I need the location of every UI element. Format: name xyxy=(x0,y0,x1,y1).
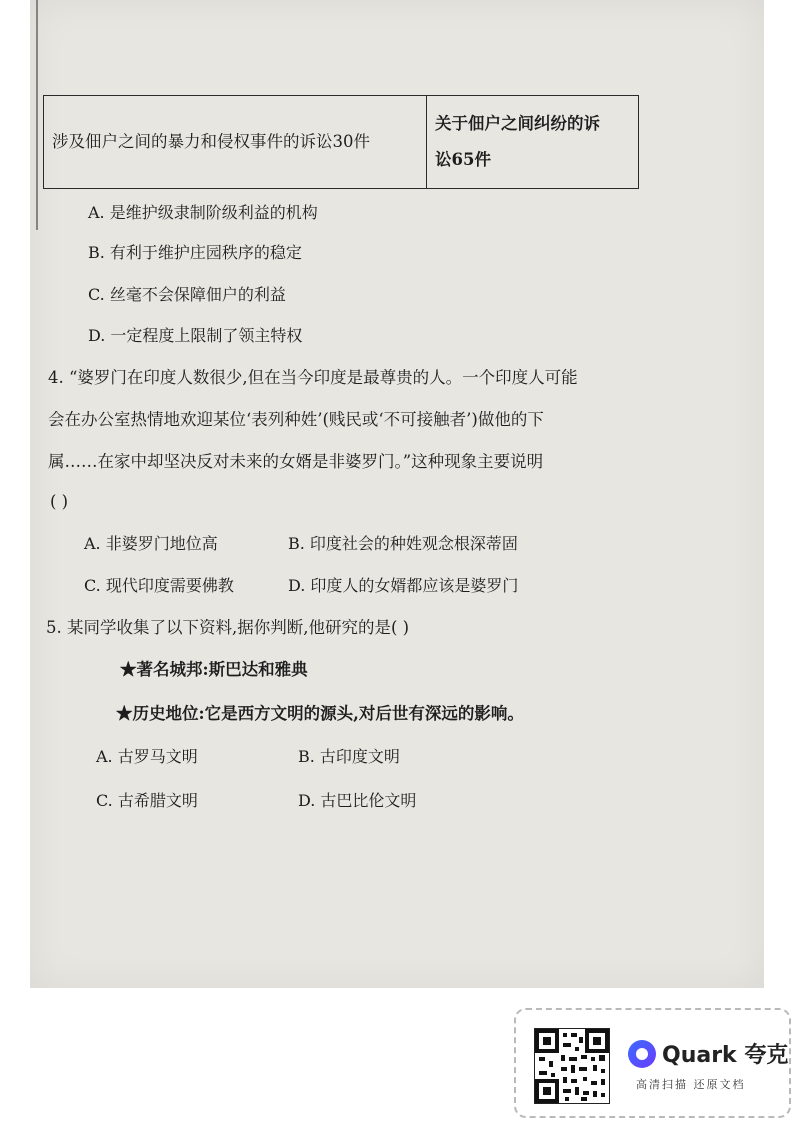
table-cell-disputes xyxy=(427,96,638,188)
q5-fact-historical-status: ★历史地位:它是西方文明的源头,对后世有深远的影响。 xyxy=(116,704,524,723)
q4-option-d: D. 印度人的女婿都应该是婆罗门 xyxy=(288,576,519,595)
q4-stem-line1: 4. “婆罗门在印度人数很少,但在当今印度是最尊贵的人。一个印度人可能 xyxy=(48,368,578,387)
q5-option-d: D. 古巴比伦文明 xyxy=(298,791,417,810)
q5-option-a: A. 古罗马文明 xyxy=(96,747,198,766)
table-cell-disputes-line2: 讼65件 xyxy=(435,150,491,169)
q3-option-b: B. 有利于维护庄园秩序的稳定 xyxy=(88,243,302,262)
quark-watermark xyxy=(514,1008,791,1118)
quark-logo-icon xyxy=(628,1040,656,1068)
q4-stem-line2: 会在办公室热情地欢迎某位‘表列种姓’(贱民或‘不可接触者’)做他的下 xyxy=(48,410,544,429)
q4-answer-paren: ( ) xyxy=(50,492,69,511)
q4-stem-line3: 属……在家中却坚决反对未来的女婿是非婆罗门。”这种现象主要说明 xyxy=(48,452,544,471)
q5-fact-city-states: ★著名城邦:斯巴达和雅典 xyxy=(120,660,308,679)
q5-stem: 5. 某同学收集了以下资料,据你判断,他研究的是( ) xyxy=(46,618,410,637)
qr-code-icon xyxy=(534,1028,610,1104)
q4-option-c: C. 现代印度需要佛教 xyxy=(84,576,234,595)
quark-brand xyxy=(628,1038,788,1069)
table-cell-disputes-line1: 关于佃户之间纠纷的诉 xyxy=(435,114,600,133)
q3-option-d: D. 一定程度上限制了领主特权 xyxy=(88,326,303,345)
q3-option-c: C. 丝毫不会保障佃户的利益 xyxy=(88,285,286,304)
q5-option-b: B. 古印度文明 xyxy=(298,747,400,766)
q5-option-c: C. 古希腊文明 xyxy=(96,791,198,810)
table-cell-violence: 涉及佃户之间的暴力和侵权事件的诉讼30件 xyxy=(44,96,427,188)
quark-brand-name: Quark 夸克 xyxy=(662,1043,789,1068)
page-fold-line xyxy=(36,0,38,230)
lawsuit-table xyxy=(43,95,639,189)
q3-option-a: A. 是维护级隶制阶级利益的机构 xyxy=(88,203,318,222)
q4-option-b: B. 印度社会的种姓观念根深蒂固 xyxy=(288,534,518,553)
q4-option-a: A. 非婆罗门地位高 xyxy=(84,534,218,553)
quark-tagline: 高清扫描 还原文档 xyxy=(636,1078,746,1091)
